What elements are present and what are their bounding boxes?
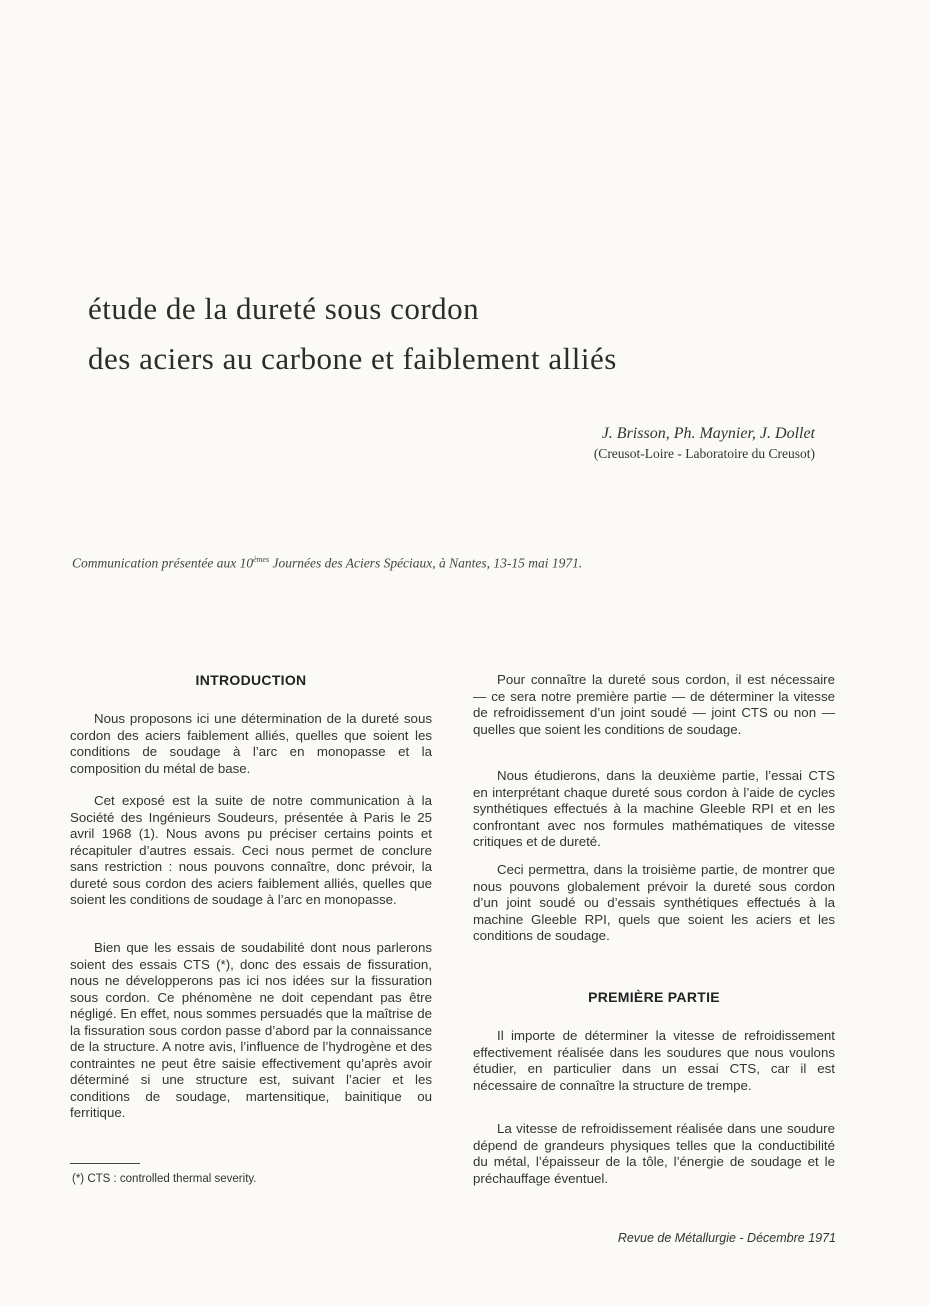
- communication-sup: èmes: [253, 555, 270, 564]
- communication-note: [72, 555, 892, 572]
- communication-text-pre: Communication présentée aux 10: [72, 555, 254, 571]
- partie1-paragraph-1: Il importe de déterminer la vitesse de refroidissement effectivement réalisée dans les soudures que nous voulons étudier, en particulier dans un essai CTS, car il est nécessaire de connaître la structure de trempe.: [473, 1028, 835, 1093]
- title-line-1: étude de la dureté sous cordon: [88, 291, 480, 326]
- right-paragraph-1: Pour connaître la dureté sous cordon, il est nécessaire — ce sera notre première partie — de déterminer la vitesse de refroidissement d’un joint soudé — joint CTS ou non — quelles que soient les conditions de soudage.: [473, 672, 835, 737]
- footnote: (*) CTS : controlled thermal severity.: [72, 1173, 257, 1185]
- intro-paragraph-3: Bien que les essais de soudabilité dont nous parlerons soient des essais CTS (*), donc des essais de fissuration, nous ne développerons pas ici nos idées sur la fissuration sous cordon. Ce phénomène ne doit cependant pas être négligé. En effet, nous sommes persuadés que la maîtrise de la fissuration sous cordon passe d’abord par la connaissance de la structure. A notre avis, l’influence de l’hydrogène et des contraintes ne peut être saisie effectivement qu’après avoir déterminé si une structure est, suivant l’acier et les conditions de soudage, martensitique, bainitique ou ferritique.: [70, 940, 432, 1120]
- intro-paragraph-1: Nous proposons ici une détermination de la dureté sous cordon des aciers faiblement alliés, quelles que soient les conditions de soudage à l’arc en monopasse et la composition du métal de base.: [70, 711, 432, 776]
- authors: J. Brisson, Ph. Maynier, J. Dollet: [601, 425, 815, 442]
- running-footer: Revue de Métallurgie - Décembre 1971: [617, 1231, 836, 1245]
- partie1-paragraph-2: La vitesse de refroidissement réalisée dans une soudure dépend de grandeurs physiques telles que la conductibilité du métal, l’épaisseur de la tôle, l’énergie de soudage et le préchauffage éventuel.: [473, 1121, 835, 1186]
- title: [88, 284, 868, 384]
- introduction-heading: INTRODUCTION: [195, 672, 307, 688]
- right-paragraph-3: Ceci permettra, dans la troisième partie, de montrer que nous pouvons globalement prévoir la dureté sous cordon d’un joint soudé ou d’essais synthétiques effectués à la machine Gleeble RPI, quels que soient les aciers et les conditions de soudage.: [473, 862, 835, 943]
- intro-paragraph-2: Cet exposé est la suite de notre communication à la Société des Ingénieurs Soudeurs, présentée à Paris le 25 avril 1968 (1). Nous avons pu préciser certains points et récapituler d’autres essais. Ceci nous permet de conclure sans restriction : nous pouvons connaître, donc prévoir, la dureté sous cordon des aciers faiblement alliés, quelles que soient les conditions de soudage à l’arc en monopasse.: [70, 793, 432, 907]
- footnote-rule: [70, 1163, 140, 1164]
- affiliation: (Creusot-Loire - Laboratoire du Creusot): [593, 446, 815, 461]
- title-line-2: des aciers au carbone et faiblement alliés: [88, 341, 617, 376]
- communication-text-post: Journées des Aciers Spéciaux, à Nantes, 13-15 mai 1971.: [269, 555, 583, 571]
- premiere-partie-heading: PREMIÈRE PARTIE: [588, 989, 720, 1005]
- right-paragraph-2: Nous étudierons, dans la deuxième partie, l’essai CTS en interprétant chaque dureté sous cordon à l’aide de cycles synthétiques effectués à la machine Gleeble RPI et en les confrontant avec nos formules mathématiques de vitesse critiques et de dureté.: [473, 768, 835, 849]
